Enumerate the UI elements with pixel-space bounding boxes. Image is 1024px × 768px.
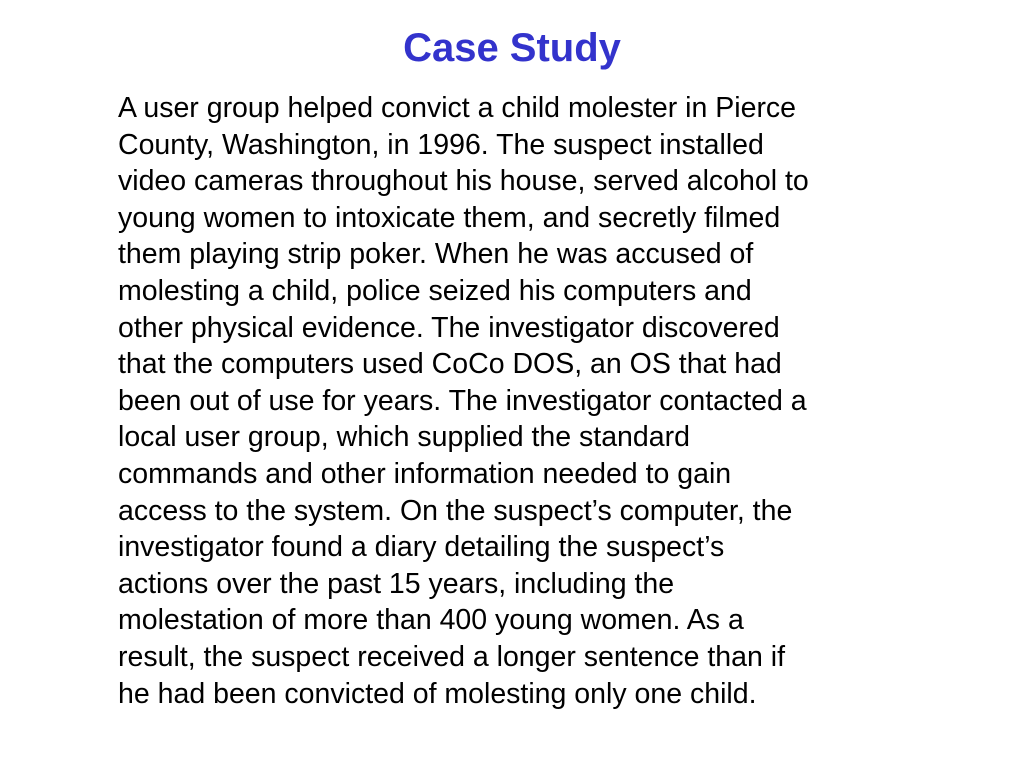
- body-line: been out of use for years. The investigator contacted a: [118, 384, 807, 417]
- body-line: molestation of more than 400 young women. As a: [118, 604, 744, 637]
- body-line: access to the system. On the suspect’s computer, the: [118, 494, 793, 527]
- slide-title: Case Study: [403, 26, 621, 70]
- body-line: commands and other information needed to gain: [118, 457, 732, 490]
- body-line: video cameras throughout his house, served alcohol to: [118, 165, 809, 198]
- body-line: he had been convicted of molesting only one child.: [118, 677, 757, 710]
- body-line: local user group, which supplied the standard: [118, 421, 690, 454]
- body-line: result, the suspect received a longer sentence than if: [118, 640, 785, 673]
- body-line: other physical evidence. The investigator discovered: [118, 311, 780, 344]
- body-line: A user group helped convict a child molester in Pierce: [118, 92, 797, 124]
- body-line: young women to intoxicate them, and secretly filmed: [118, 201, 781, 234]
- slide-body-paragraph: [118, 90, 958, 712]
- body-line: molesting a child, police seized his computers and: [118, 274, 752, 307]
- body-line: investigator found a diary detailing the suspect’s: [118, 531, 725, 564]
- body-line: that the computers used CoCo DOS, an OS that had: [118, 348, 782, 381]
- body-line: them playing strip poker. When he was accused of: [118, 238, 754, 271]
- body-line: County, Washington, in 1996. The suspect installed: [118, 128, 764, 161]
- body-line: actions over the past 15 years, including the: [118, 567, 675, 600]
